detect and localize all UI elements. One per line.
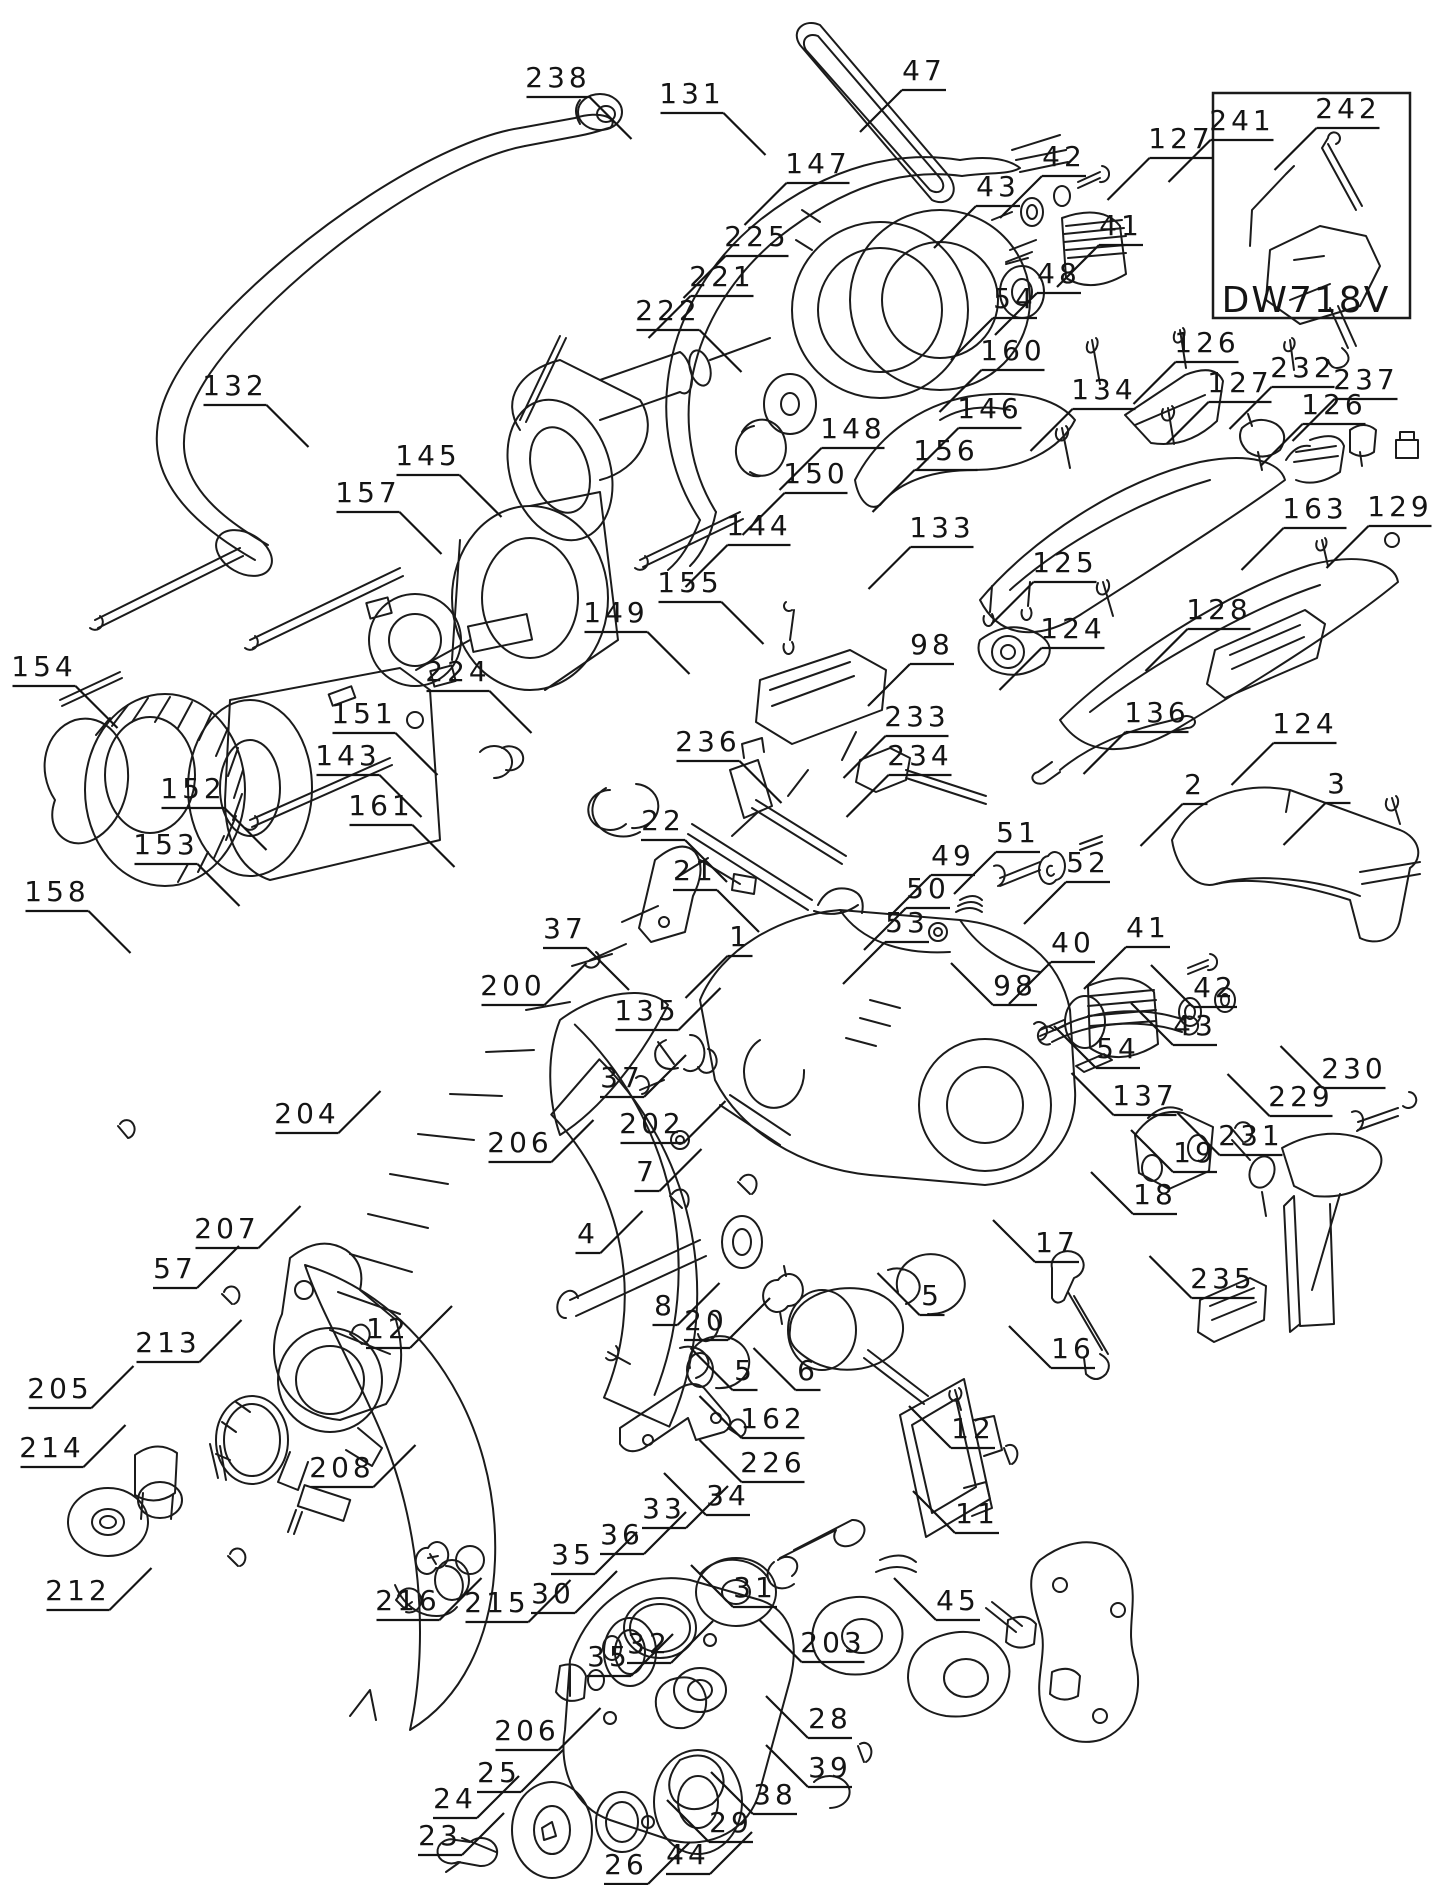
callout-200 [480, 963, 586, 1005]
svg-text:4: 4 [577, 1217, 599, 1250]
callout-163 [1242, 492, 1348, 570]
svg-text:32: 32 [627, 1627, 671, 1660]
callout-154 [11, 650, 117, 728]
blade-guard-art [330, 732, 856, 1616]
svg-text:40: 40 [1051, 926, 1095, 959]
callout-206 [487, 1120, 593, 1162]
svg-text:7: 7 [636, 1155, 658, 1188]
svg-text:124: 124 [1040, 612, 1106, 645]
svg-text:42: 42 [1193, 971, 1237, 1004]
callout-212 [45, 1568, 151, 1610]
svg-text:236: 236 [675, 725, 741, 758]
callout-132 [202, 369, 308, 447]
svg-text:221: 221 [689, 260, 755, 293]
svg-text:133: 133 [909, 511, 975, 544]
callout-137 [1072, 1073, 1178, 1115]
svg-text:98: 98 [993, 969, 1037, 1002]
svg-text:35: 35 [551, 1538, 595, 1571]
svg-text:2: 2 [1184, 768, 1206, 801]
svg-text:30: 30 [531, 1577, 575, 1610]
svg-text:5: 5 [734, 1354, 756, 1387]
svg-text:45: 45 [936, 1584, 980, 1617]
svg-text:131: 131 [659, 77, 725, 110]
svg-text:52: 52 [1066, 846, 1110, 879]
svg-text:35: 35 [587, 1640, 631, 1673]
callout-12 [909, 1406, 995, 1448]
model-label: DW718V [1221, 280, 1391, 321]
svg-text:205: 205 [27, 1372, 93, 1405]
svg-text:22: 22 [641, 804, 685, 837]
svg-text:127: 127 [1148, 122, 1214, 155]
callout-18 [1091, 1172, 1177, 1214]
svg-text:206: 206 [494, 1714, 560, 1747]
svg-text:233: 233 [884, 700, 950, 733]
svg-text:150: 150 [783, 457, 849, 490]
svg-text:50: 50 [906, 872, 950, 905]
callout-205 [27, 1366, 133, 1408]
svg-text:23: 23 [418, 1819, 462, 1852]
callout-layer [11, 54, 1432, 1884]
callout-6 [754, 1348, 821, 1390]
callout-149 [583, 596, 689, 674]
ferrite-ring-art [576, 94, 622, 130]
svg-text:212: 212 [45, 1574, 111, 1607]
svg-text:127: 127 [1207, 366, 1273, 399]
callout-134 [1031, 373, 1137, 451]
svg-text:43: 43 [1173, 1009, 1217, 1042]
callout-37 [543, 912, 629, 990]
svg-text:148: 148 [820, 412, 886, 445]
svg-text:213: 213 [135, 1326, 201, 1359]
svg-text:47: 47 [902, 54, 946, 87]
callout-229 [1228, 1074, 1334, 1116]
svg-text:124: 124 [1272, 707, 1338, 740]
svg-text:161: 161 [348, 789, 414, 822]
svg-text:237: 237 [1333, 363, 1399, 396]
svg-text:34: 34 [706, 1479, 750, 1512]
svg-text:17: 17 [1035, 1226, 1079, 1259]
callout-127 [1108, 122, 1214, 200]
svg-text:242: 242 [1315, 92, 1381, 125]
svg-text:145: 145 [395, 439, 461, 472]
svg-text:24: 24 [433, 1782, 477, 1815]
gearbox-art [438, 1520, 1139, 1878]
svg-text:43: 43 [976, 170, 1020, 203]
callout-136 [1084, 696, 1190, 774]
svg-text:6: 6 [797, 1354, 819, 1387]
svg-text:235: 235 [1190, 1262, 1256, 1295]
arbor-art [68, 1120, 469, 1612]
svg-text:143: 143 [315, 739, 381, 772]
svg-text:135: 135 [614, 994, 680, 1027]
svg-text:162: 162 [740, 1402, 806, 1435]
svg-text:25: 25 [477, 1756, 521, 1789]
svg-text:41: 41 [1126, 911, 1170, 944]
svg-text:44: 44 [666, 1838, 710, 1871]
callout-203 [760, 1620, 866, 1662]
svg-text:232: 232 [1270, 351, 1336, 384]
callout-52 [1024, 846, 1110, 924]
svg-text:215: 215 [464, 1586, 530, 1619]
svg-text:230: 230 [1321, 1052, 1387, 1085]
callout-23 [418, 1813, 504, 1855]
svg-text:146: 146 [957, 392, 1023, 425]
svg-text:49: 49 [931, 839, 975, 872]
svg-text:12: 12 [366, 1312, 410, 1345]
inset-art [1250, 132, 1380, 368]
callout-147 [745, 147, 851, 225]
svg-text:154: 154 [11, 650, 77, 683]
callout-57 [153, 1246, 239, 1288]
svg-text:54: 54 [993, 282, 1037, 315]
callout-42 [1151, 965, 1237, 1007]
svg-text:152: 152 [160, 772, 226, 805]
svg-text:26: 26 [604, 1848, 648, 1881]
callout-235 [1150, 1256, 1256, 1298]
svg-text:48: 48 [1037, 257, 1081, 290]
callout-11 [913, 1491, 999, 1533]
svg-text:153: 153 [133, 828, 199, 861]
svg-text:31: 31 [733, 1571, 777, 1604]
callout-25 [477, 1750, 563, 1792]
svg-text:144: 144 [726, 509, 792, 542]
svg-text:51: 51 [996, 816, 1040, 849]
side-handle-art [1172, 787, 1420, 941]
svg-text:29: 29 [709, 1806, 753, 1839]
callout-12 [366, 1306, 452, 1348]
callout-128 [1146, 593, 1252, 671]
svg-text:160: 160 [980, 334, 1046, 367]
callout-45 [894, 1578, 980, 1620]
svg-text:16: 16 [1051, 1332, 1095, 1365]
callout-214 [19, 1425, 125, 1467]
svg-text:54: 54 [1096, 1032, 1140, 1065]
callout-224 [425, 655, 531, 733]
svg-text:98: 98 [910, 628, 954, 661]
svg-text:19: 19 [1173, 1136, 1217, 1169]
svg-text:202: 202 [619, 1107, 685, 1140]
callout-133 [869, 511, 975, 589]
svg-text:132: 132 [202, 369, 268, 402]
callout-19 [1131, 1130, 1217, 1172]
svg-text:41: 41 [1099, 209, 1143, 242]
svg-text:156: 156 [913, 434, 979, 467]
callout-236 [675, 725, 781, 803]
svg-text:12: 12 [951, 1412, 995, 1445]
callout-156 [873, 434, 979, 512]
callout-158 [24, 875, 130, 953]
callout-145 [395, 439, 501, 517]
svg-text:129: 129 [1367, 490, 1433, 523]
callout-17 [993, 1220, 1079, 1262]
callout-43 [934, 170, 1020, 248]
svg-text:238: 238 [525, 61, 591, 94]
svg-text:3: 3 [1327, 767, 1349, 800]
svg-text:206: 206 [487, 1126, 553, 1159]
svg-text:203: 203 [800, 1626, 866, 1659]
callout-5 [878, 1273, 945, 1315]
callout-32 [627, 1621, 713, 1663]
svg-text:37: 37 [600, 1061, 644, 1094]
svg-text:208: 208 [309, 1451, 375, 1484]
callout-131 [659, 77, 765, 155]
svg-text:125: 125 [1032, 546, 1098, 579]
svg-text:53: 53 [885, 906, 929, 939]
svg-text:226: 226 [740, 1446, 806, 1479]
callout-5 [691, 1348, 758, 1390]
svg-text:33: 33 [642, 1492, 686, 1525]
callout-29 [667, 1800, 753, 1842]
svg-text:11: 11 [955, 1497, 999, 1530]
callout-126 [1261, 388, 1367, 466]
svg-text:1: 1 [729, 920, 751, 953]
svg-text:42: 42 [1042, 140, 1086, 173]
svg-text:134: 134 [1071, 373, 1137, 406]
svg-text:229: 229 [1268, 1080, 1334, 1113]
callout-41 [1084, 911, 1170, 989]
svg-text:225: 225 [724, 220, 790, 253]
svg-text:57: 57 [153, 1252, 197, 1285]
svg-text:5: 5 [921, 1279, 943, 1312]
svg-text:128: 128 [1186, 593, 1252, 626]
svg-text:155: 155 [657, 566, 723, 599]
svg-text:224: 224 [425, 655, 491, 688]
svg-text:18: 18 [1133, 1178, 1177, 1211]
svg-text:231: 231 [1218, 1119, 1284, 1152]
svg-text:234: 234 [887, 739, 953, 772]
switch-art [688, 582, 1050, 910]
callout-47 [860, 54, 946, 132]
svg-text:157: 157 [335, 476, 401, 509]
svg-text:38: 38 [753, 1778, 797, 1811]
callout-226 [700, 1440, 806, 1482]
svg-text:126: 126 [1301, 388, 1367, 421]
svg-text:37: 37 [543, 912, 587, 945]
svg-text:136: 136 [1124, 696, 1190, 729]
svg-text:163: 163 [1282, 492, 1348, 525]
svg-text:149: 149 [583, 596, 649, 629]
svg-text:126: 126 [1174, 326, 1240, 359]
svg-text:8: 8 [654, 1289, 676, 1322]
callout-30 [531, 1571, 617, 1613]
callout-20 [684, 1298, 770, 1340]
callout-202 [619, 1101, 725, 1143]
svg-text:28: 28 [808, 1702, 852, 1735]
svg-text:241: 241 [1209, 104, 1275, 137]
callout-155 [657, 566, 763, 644]
svg-text:158: 158 [24, 875, 90, 908]
svg-text:200: 200 [480, 969, 546, 1002]
callout-213 [135, 1320, 241, 1362]
callout-157 [335, 476, 441, 554]
svg-text:21: 21 [673, 854, 717, 887]
callout-124 [1232, 707, 1338, 785]
callout-204 [274, 1091, 380, 1133]
callout-16 [1009, 1326, 1095, 1368]
svg-text:222: 222 [635, 294, 701, 327]
svg-text:151: 151 [331, 697, 397, 730]
callout-4 [576, 1211, 643, 1253]
svg-text:216: 216 [375, 1584, 441, 1617]
callout-1 [686, 920, 753, 998]
callout-234 [847, 739, 953, 817]
svg-text:20: 20 [684, 1304, 728, 1337]
svg-text:207: 207 [194, 1212, 260, 1245]
svg-text:137: 137 [1112, 1079, 1178, 1112]
callout-206 [494, 1708, 600, 1750]
callout-98 [951, 963, 1037, 1005]
callout-3 [1284, 767, 1351, 845]
svg-text:214: 214 [19, 1431, 85, 1464]
svg-text:39: 39 [808, 1751, 852, 1784]
svg-text:147: 147 [785, 147, 851, 180]
callout-207 [194, 1206, 300, 1248]
svg-text:36: 36 [600, 1518, 644, 1551]
svg-text:204: 204 [274, 1097, 340, 1130]
